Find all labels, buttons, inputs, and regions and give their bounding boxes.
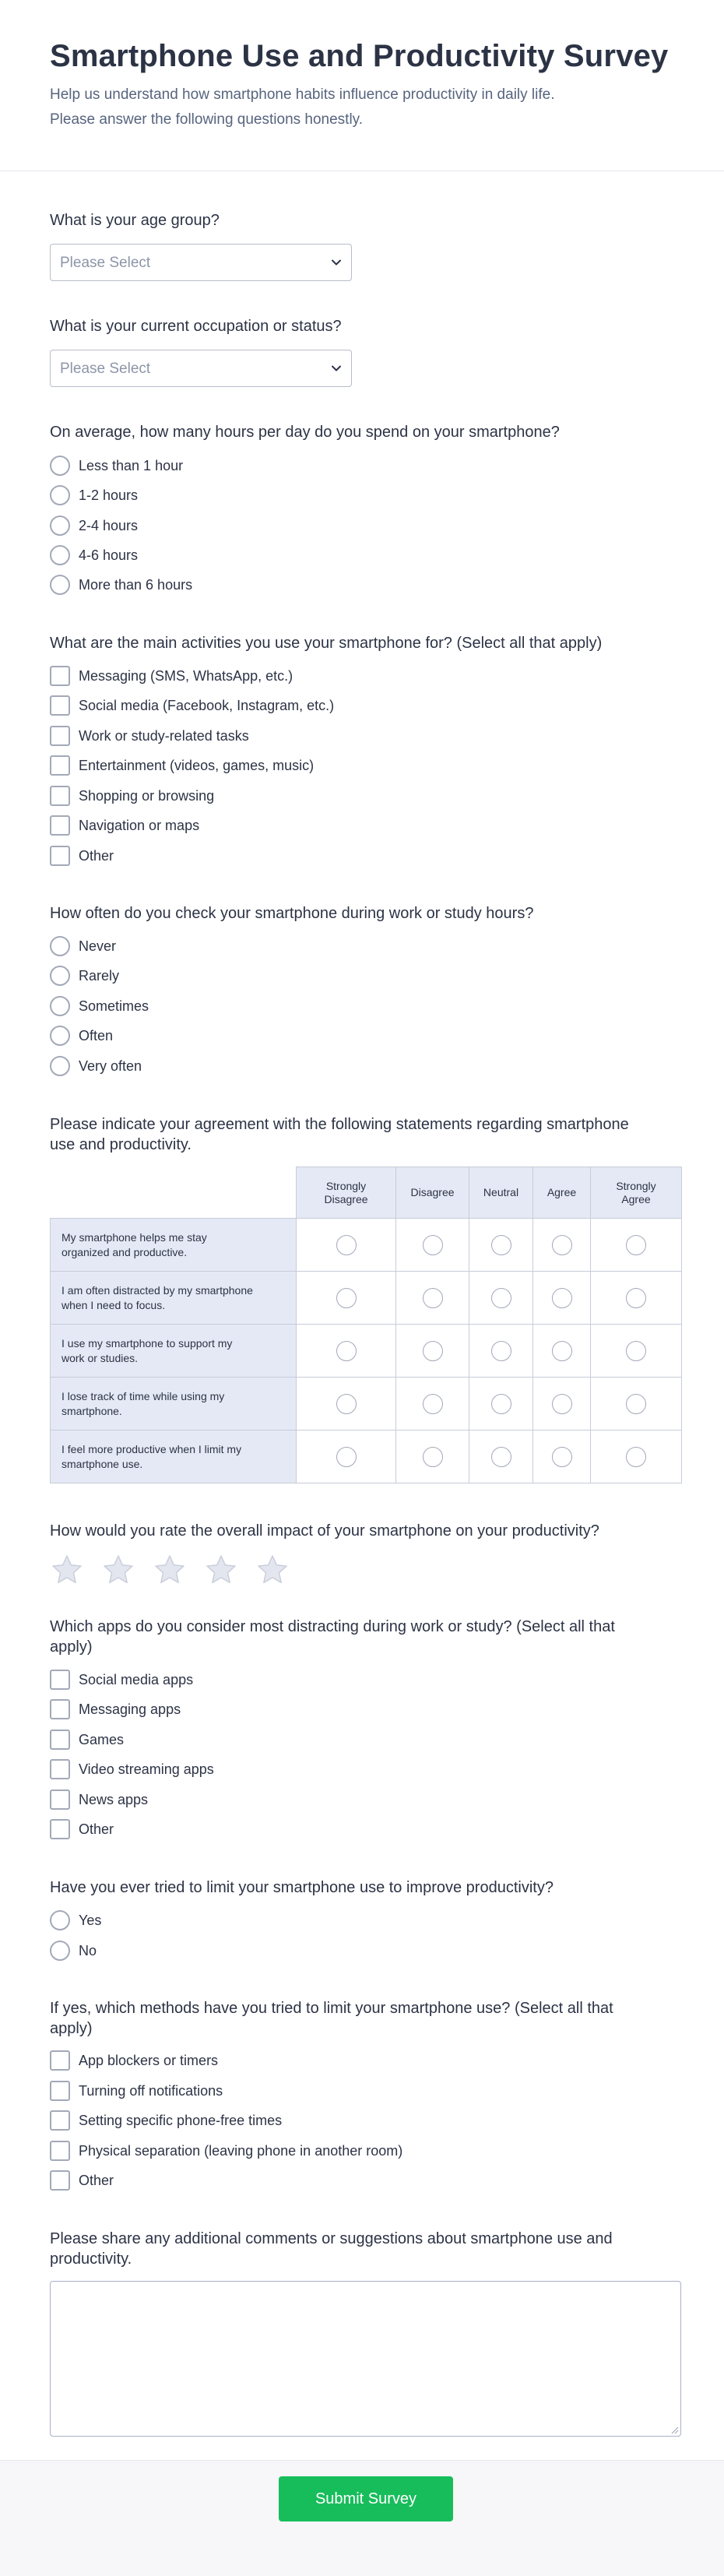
matrix-cell[interactable] <box>297 1219 396 1272</box>
question-label-line: use and productivity. <box>50 1136 192 1153</box>
radio-button[interactable] <box>50 456 70 476</box>
matrix-header-row <box>51 1167 682 1219</box>
matrix-row <box>51 1272 682 1325</box>
row-label-line: I feel more productive when I limit my <box>62 1442 242 1455</box>
question-rating-label: How would you rate the overall impact of your smartphone on your productivity? <box>50 1522 599 1540</box>
question-occupation-label: What is your current occupation or status? <box>50 318 342 335</box>
matrix-cell[interactable] <box>469 1431 533 1483</box>
row-label-line: I lose track of time while using my <box>62 1389 225 1402</box>
option-label: Entertainment (videos, games, music) <box>79 758 315 773</box>
row-label-line: work or studies. <box>62 1351 139 1364</box>
matrix-cell[interactable] <box>591 1431 682 1483</box>
star-icon[interactable] <box>101 1553 135 1587</box>
radio-button[interactable] <box>491 1447 511 1467</box>
radio-button[interactable] <box>50 966 70 986</box>
radio-button[interactable] <box>50 516 70 536</box>
radio-button[interactable] <box>626 1447 646 1467</box>
checkbox[interactable] <box>50 1699 70 1719</box>
matrix-cell[interactable] <box>396 1325 469 1378</box>
star-icon[interactable] <box>153 1553 187 1587</box>
column-header-line: Disagree <box>324 1192 368 1205</box>
question-comments-label <box>50 2229 613 2269</box>
question-hours-label: On average, how many hours per day do you spend on your smartphone? <box>50 424 560 441</box>
dropdown-placeholder: Please Select <box>60 361 151 377</box>
matrix-cell[interactable] <box>533 1431 591 1483</box>
form-subtitle-line: Please answer the following questions honestly. <box>50 111 364 128</box>
option-label: Turning off notifications <box>79 2083 223 2099</box>
question-check-frequency-label: How often do you check your smartphone during work or study hours? <box>50 905 534 922</box>
matrix-cell[interactable] <box>591 1219 682 1272</box>
radio-button[interactable] <box>552 1447 572 1467</box>
age-group-dropdown[interactable] <box>50 244 352 281</box>
column-header-line: Agree <box>547 1186 577 1198</box>
matrix-row <box>51 1378 682 1431</box>
option-label: Social media apps <box>79 1672 194 1687</box>
radio-button[interactable] <box>626 1341 646 1361</box>
checkbox[interactable] <box>50 1759 70 1779</box>
matrix-cell[interactable] <box>396 1219 469 1272</box>
row-label-line: when I need to focus. <box>62 1298 166 1311</box>
matrix-cell[interactable] <box>396 1431 469 1483</box>
radio-button[interactable] <box>626 1394 646 1414</box>
option-label: Messaging apps <box>79 1701 181 1717</box>
radio-button[interactable] <box>336 1235 357 1255</box>
radio-button[interactable] <box>336 1447 357 1467</box>
matrix-row-label <box>51 1219 297 1272</box>
star-icon[interactable] <box>204 1553 238 1587</box>
matrix-row <box>51 1325 682 1378</box>
matrix-column-header <box>297 1167 396 1219</box>
matrix-column-header <box>469 1167 533 1219</box>
checkbox[interactable] <box>50 2110 70 2131</box>
question-label-line: Please share any additional comments or suggestions about smartphone use and <box>50 2230 613 2247</box>
matrix-cell[interactable] <box>469 1378 533 1431</box>
radio-button[interactable] <box>336 1288 357 1308</box>
row-label-line: organized and productive. <box>62 1245 188 1258</box>
radio-button[interactable] <box>336 1394 357 1414</box>
column-header-line: Disagree <box>410 1186 455 1198</box>
star-icon[interactable] <box>50 1553 84 1587</box>
option-label: Other <box>79 2173 114 2188</box>
matrix-cell[interactable] <box>396 1272 469 1325</box>
option-label: Other <box>79 1821 114 1837</box>
dropdown-placeholder: Please Select <box>60 255 151 271</box>
checkbox[interactable] <box>50 2050 70 2071</box>
submit-button[interactable]: Submit Survey <box>279 2476 453 2521</box>
chevron-down-icon <box>329 361 343 375</box>
option-label: Very often <box>79 1058 142 1074</box>
matrix-cell[interactable] <box>396 1378 469 1431</box>
row-label-line: I use my smartphone to support my <box>62 1336 233 1350</box>
radio-button[interactable] <box>50 996 70 1016</box>
question-limit-label: Have you ever tried to limit your smartphone use to improve productivity? <box>50 1879 554 1896</box>
option-label: Shopping or browsing <box>79 788 215 804</box>
row-label-line: My smartphone helps me stay <box>62 1230 207 1244</box>
question-matrix-label <box>50 1114 629 1155</box>
matrix-cell[interactable] <box>533 1378 591 1431</box>
checkbox[interactable] <box>50 2081 70 2101</box>
radio-button[interactable] <box>552 1341 572 1361</box>
option-label: Rarely <box>79 968 120 984</box>
matrix-cell[interactable] <box>591 1325 682 1378</box>
form-subtitle <box>50 83 673 132</box>
checkbox[interactable] <box>50 1670 70 1690</box>
option-label: Work or study-related tasks <box>79 728 249 744</box>
checkbox[interactable] <box>50 1730 70 1750</box>
radio-button[interactable] <box>336 1341 357 1361</box>
option-label: Yes <box>79 1913 102 1928</box>
radio-button[interactable] <box>50 1910 70 1930</box>
chevron-down-icon <box>329 255 343 269</box>
comments-textarea[interactable] <box>50 2281 681 2437</box>
column-header-line: Strongly <box>616 1179 656 1192</box>
matrix-cell[interactable] <box>533 1325 591 1378</box>
matrix-cell[interactable] <box>297 1431 396 1483</box>
option-label: More than 6 hours <box>79 577 193 593</box>
matrix-column-header <box>591 1167 682 1219</box>
question-label-line: If yes, which methods have you tried to limit your smartphone use? (Select all that <box>50 2000 613 2017</box>
radio-button[interactable] <box>423 1235 443 1255</box>
row-label-line: smartphone. <box>62 1404 122 1417</box>
radio-button[interactable] <box>491 1235 511 1255</box>
checkbox[interactable] <box>50 695 70 716</box>
radio-button[interactable] <box>423 1288 443 1308</box>
question-label-line: Which apps do you consider most distracting during work or study? (Select all that <box>50 1618 615 1635</box>
radio-button[interactable] <box>50 936 70 956</box>
option-label: Games <box>79 1732 125 1747</box>
radio-button[interactable] <box>491 1394 511 1414</box>
column-header-line: Agree <box>621 1192 651 1205</box>
checkbox[interactable] <box>50 666 70 686</box>
option-label: Other <box>79 848 114 864</box>
question-label-line: productivity. <box>50 2250 132 2268</box>
radio-button[interactable] <box>50 1056 70 1076</box>
radio-button[interactable] <box>50 575 70 595</box>
matrix-row-label <box>51 1272 297 1325</box>
matrix-cell[interactable] <box>533 1219 591 1272</box>
matrix-row-label <box>51 1325 297 1378</box>
matrix-cell[interactable] <box>297 1378 396 1431</box>
checkbox[interactable] <box>50 2170 70 2191</box>
checkbox[interactable] <box>50 846 70 866</box>
option-label: 1-2 hours <box>79 487 139 503</box>
question-label-line: Please indicate your agreement with the following statements regarding smartphone <box>50 1116 629 1133</box>
option-label: Physical separation (leaving phone in another room) <box>79 2143 403 2159</box>
option-label: 2-4 hours <box>79 518 139 533</box>
row-label-line: smartphone use. <box>62 1457 143 1470</box>
question-methods-label <box>50 1998 613 2039</box>
radio-button[interactable] <box>552 1394 572 1414</box>
radio-button[interactable] <box>423 1341 443 1361</box>
checkbox[interactable] <box>50 2141 70 2161</box>
matrix-column-header <box>396 1167 469 1219</box>
matrix-cell[interactable] <box>297 1325 396 1378</box>
matrix-row-label <box>51 1378 297 1431</box>
radio-button[interactable] <box>423 1447 443 1467</box>
radio-button[interactable] <box>552 1288 572 1308</box>
question-age-label: What is your age group? <box>50 212 220 229</box>
radio-button[interactable] <box>552 1235 572 1255</box>
checkbox[interactable] <box>50 726 70 746</box>
checkbox[interactable] <box>50 1789 70 1810</box>
radio-button[interactable] <box>491 1341 511 1361</box>
radio-button[interactable] <box>50 485 70 505</box>
resize-grip-icon[interactable] <box>670 2425 679 2434</box>
matrix-row <box>51 1431 682 1483</box>
radio-button[interactable] <box>50 1026 70 1046</box>
matrix-column-header <box>533 1167 591 1219</box>
radio-button[interactable] <box>626 1235 646 1255</box>
matrix-cell[interactable] <box>533 1272 591 1325</box>
checkbox[interactable] <box>50 815 70 836</box>
question-apps-label <box>50 1617 615 1657</box>
option-label: Social media (Facebook, Instagram, etc.) <box>79 698 335 713</box>
form-subtitle-line: Help us understand how smartphone habits influence productivity in daily life. <box>50 86 555 103</box>
option-label: Video streaming apps <box>79 1761 214 1777</box>
radio-button[interactable] <box>50 1941 70 1961</box>
option-label: 4-6 hours <box>79 547 139 563</box>
matrix-row <box>51 1219 682 1272</box>
option-label: No <box>79 1943 97 1958</box>
form-header <box>0 0 724 171</box>
option-label: Less than 1 hour <box>79 458 184 473</box>
radio-button[interactable] <box>491 1288 511 1308</box>
option-label: Often <box>79 1028 114 1043</box>
question-label-line: apply) <box>50 2020 93 2037</box>
option-label: Messaging (SMS, WhatsApp, etc.) <box>79 668 293 684</box>
option-label: Navigation or maps <box>79 818 200 833</box>
form-title: Smartphone Use and Productivity Survey <box>50 39 669 73</box>
matrix-cell[interactable] <box>591 1378 682 1431</box>
option-label: Sometimes <box>79 998 149 1014</box>
checkbox[interactable] <box>50 755 70 776</box>
question-label-line: apply) <box>50 1638 93 1656</box>
option-label: News apps <box>79 1792 149 1807</box>
option-label: Setting specific phone-free times <box>79 2113 283 2128</box>
column-header-line: Neutral <box>483 1186 519 1198</box>
option-label: App blockers or timers <box>79 2053 219 2068</box>
column-header-line: Strongly <box>325 1179 367 1192</box>
matrix-cell[interactable] <box>469 1272 533 1325</box>
matrix-cell[interactable] <box>591 1272 682 1325</box>
checkbox[interactable] <box>50 786 70 806</box>
radio-button[interactable] <box>423 1394 443 1414</box>
star-icon[interactable] <box>255 1553 290 1587</box>
option-label: Never <box>79 938 117 954</box>
matrix-cell[interactable] <box>469 1219 533 1272</box>
matrix-cell[interactable] <box>469 1325 533 1378</box>
question-activities-label: What are the main activities you use your smartphone for? (Select all that apply) <box>50 635 603 652</box>
radio-button[interactable] <box>50 545 70 565</box>
row-label-line: I am often distracted by my smartphone <box>62 1283 253 1297</box>
matrix-row-label <box>51 1431 297 1483</box>
checkbox[interactable] <box>50 1819 70 1839</box>
matrix-corner <box>51 1167 297 1219</box>
occupation-dropdown[interactable] <box>50 350 352 387</box>
radio-button[interactable] <box>626 1288 646 1308</box>
agreement-matrix <box>50 1167 681 1483</box>
matrix-cell[interactable] <box>297 1272 396 1325</box>
